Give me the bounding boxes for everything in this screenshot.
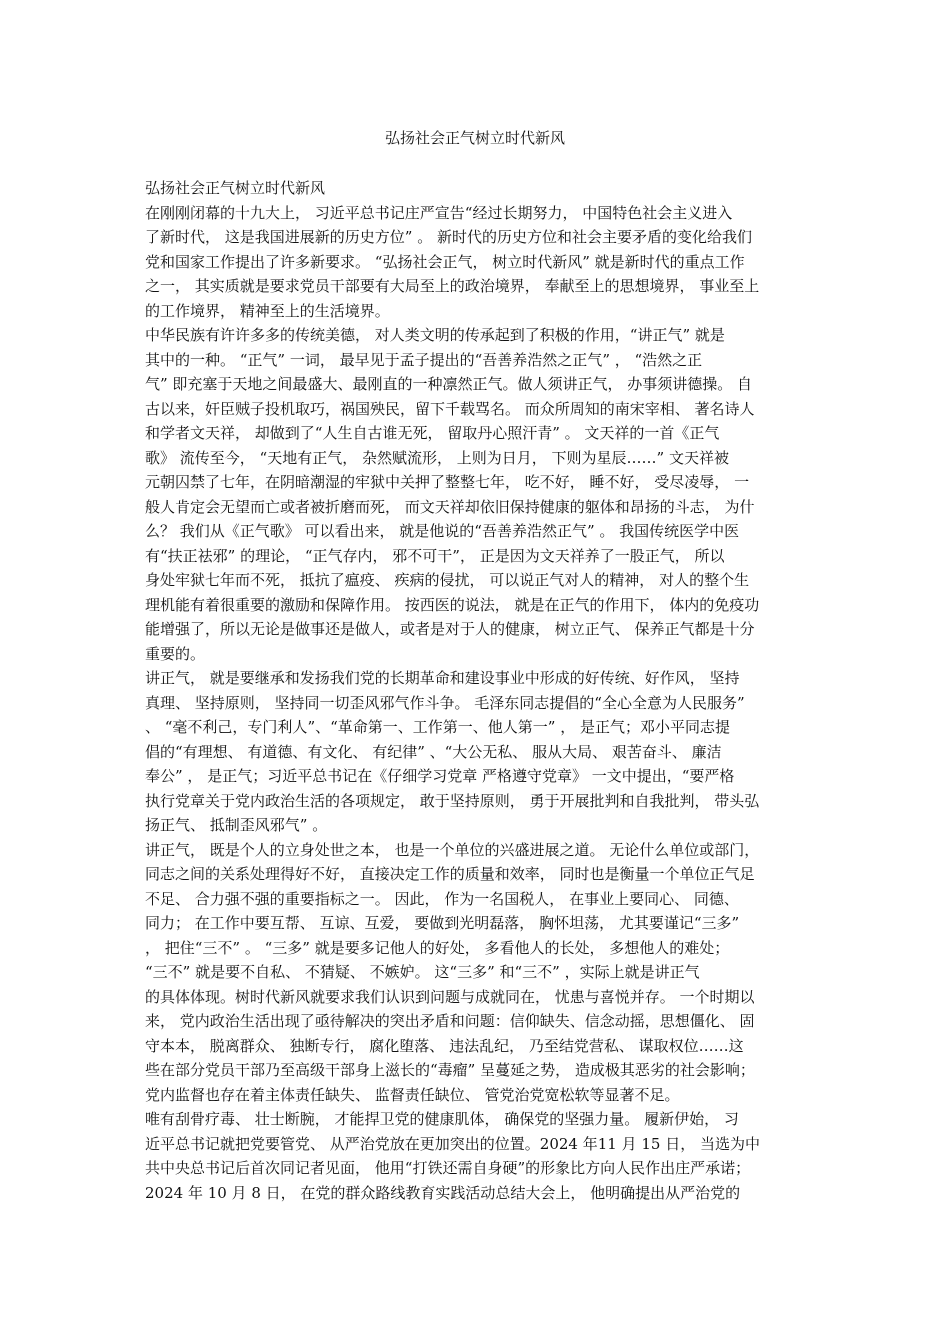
body-text-line: 讲正气， 就是要继承和发扬我们党的长期革命和建设事业中形成的好传统、好作风， 坚持 [145,669,740,687]
body-text-line: 共中央总书记后首次同记者见面， 他用“打铁还需自身硬”的形象比方向人民作出庄严承诺； [145,1159,751,1177]
body-text-line: “三不” 就是要不自私、 不猜疑、 不嫉妒。 这“三多” 和“三不” ，实际上就是讲正气 [145,963,700,981]
body-text-line: 守本本， 脱离群众、 独断专行， 腐化堕落、 违法乱纪， 乃至结党营私、 谋取权位……这 [145,1036,744,1055]
body-text-line: 中华民族有许许多多的传统美德， 对人类文明的传承起到了积极的作用，“讲正气” 就是 [145,326,725,344]
body-text-line: 其中的一种。 “正气” 一词， 最早见于孟子提出的“吾善养浩然之正气” ， “浩然之正 [145,350,703,369]
body-text-line: 元朝囚禁了七年，在阴暗潮湿的牢狱中关押了整整七年， 吃不好， 睡不好， 受尽凌辱， 一 [145,473,750,491]
body-text-line: 奉公” ， 是正气；习近平总书记在《仔细学习党章 严格遵守党章》 一文中提出，“要严格 [145,767,735,785]
body-text-line: ， 把住“三不” 。 “三多” 就是要多记他人的好处， 多看他人的长处， 多想他人的难处； [145,938,730,957]
body-text-line: 在刚刚闭幕的十九大上， 习近平总书记庄严宣告“经过长期努力， 中国特色社会主义进入 [145,203,733,222]
body-text-line: 扬正气、 抵制歪风邪气” 。 [145,816,328,834]
body-text-line: 之一， 其实质就是要求党员干部要有大局至上的政治境界， 奉献至上的思想境界， 事业至上 [145,277,760,295]
body-text-line: 和学者文天祥， 却做到了“人生自古谁无死， 留取丹心照汗青” 。 文天祥的一首《正气 [145,424,720,442]
body-text-line: 来， 党内政治生活出现了亟待解决的突出矛盾和问题：信仰缺失、信念动摇，思想僵化、 固 [145,1012,755,1030]
body-text-line: 些在部分党员干部乃至高级干部身上滋长的“毒瘤” 呈蔓延之势， 造成极其恶劣的社会影响； [145,1061,755,1079]
body-text-line: 真理、 坚持原则， 坚持同一切歪风邪气作斗争。 毛泽东同志提倡的“全心全意为人民服务” [145,693,745,712]
body-text-line: 重要的。 [145,644,206,663]
body-text-line: 古以来，奸臣贼子投机取巧，祸国殃民，留下千载骂名。 而众所周知的南宋宰相、 著名诗人 [145,399,755,418]
body-text-line: 讲正气， 既是个人的立身处世之本， 也是一个单位的兴盛进展之道。 无论什么单位或部门， [145,840,760,859]
document-body [145,176,805,1205]
body-text-line: 同志之间的关系处理得好不好， 直接决定工作的质量和效率， 同时也是衡量一个单位正气足 [145,865,755,883]
body-text-line: 的具体体现。树时代新风就要求我们认识到问题与成就同在， 忧患与喜悦并存。 一个时期以 [145,987,755,1006]
body-text-line: 的工作境界， 精神至上的生活境界。 [145,301,390,320]
body-text-line: 般人肯定会无望而亡或者被折磨而死， 而文天祥却依旧保持健康的躯体和昂扬的斗志， 为什 [145,497,755,516]
body-text-line: 近平总书记就把党要管党、 从严治党放在更加突出的位置。2024 年11 月 15 日， 当选为中 [145,1134,760,1153]
body-text-line: 身处牢狱七年而不死， 抵抗了瘟疫、 疾病的侵扰， 可以说正气对人的精神， 对人的整个生 [145,571,750,589]
body-text-line: 同力； 在工作中要互帮、 互谅、互爱， 要做到光明磊落， 胸怀坦荡， 尤其要谨记“三多” [145,914,740,932]
document-heading-line: 弘扬社会正气树立时代新风 [145,179,326,197]
body-text-line: 党和国家工作提出了许多新要求。 “弘扬社会正气， 树立时代新风” 就是新时代的重点工作 [145,252,745,271]
body-text-line: 么？ 我们从《正气歌》 可以看出来， 就是他说的“吾善养浩然正气” 。 我国传统医学中医 [145,522,740,540]
body-text-line: 歌》 流传至今， “天地有正气， 杂然赋流形， 上则为日月， 下则为星辰……” 文天祥被 [145,448,729,467]
body-text-line: 气” 即充塞于天地之间最盛大、最刚直的一种凛然正气。做人须讲正气， 办事须讲德操。 自 [145,375,752,393]
body-text-line: 倡的“有理想、 有道德、有文化、 有纪律” 、“大公无私、 服从大局、 艰苦奋斗、 廉洁 [145,742,722,761]
body-text-line: 唯有刮骨疗毒、 壮士断腕， 才能捍卫党的健康肌体， 确保党的坚强力量。 履新伊始， 习 [145,1110,739,1128]
body-text-line: 、 “毫不利己，专门利人”、“革命第一、工作第一、他人第一” ， 是正气；邓小平同志提 [145,718,730,736]
body-text-line: 2024 年 10 月 8 日， 在党的群众路线教育实践活动总结大会上， 他明确提出从严治党的 [145,1183,741,1202]
body-text-line: 不足、 合力强不强的重要指标之一。 因此， 作为一名国税人， 在事业上要同心、 同德、 [145,889,739,908]
body-text-line: 执行党章关于党内政治生活的各项规定， 敢于坚持原则， 勇于开展批判和自我批判， 带头弘 [145,791,760,810]
document-title: 弘扬社会正气树立时代新风 [384,129,565,147]
body-text-line: 了新时代， 这是我国进展新的历史方位” 。 新时代的历史方位和社会主要矛盾的变化给我们 [145,228,752,246]
body-text-line: 党内监督也存在着主体责任缺失、 监督责任缺位、 管党治党宽松软等显著不足。 [145,1085,680,1104]
body-text-line: 能增强了，所以无论是做事还是做人，或者是对于人的健康， 树立正气、 保养正气都是十分 [145,620,755,638]
body-text-line: 有“扶正祛邪” 的理论， “正气存内， 邪不可干”， 正是因为文天祥养了一股正气， 所以 [145,546,725,565]
body-text-line: 理机能有着很重要的激励和保障作用。 按西医的说法， 就是在正气的作用下， 体内的免疫功 [145,595,760,614]
